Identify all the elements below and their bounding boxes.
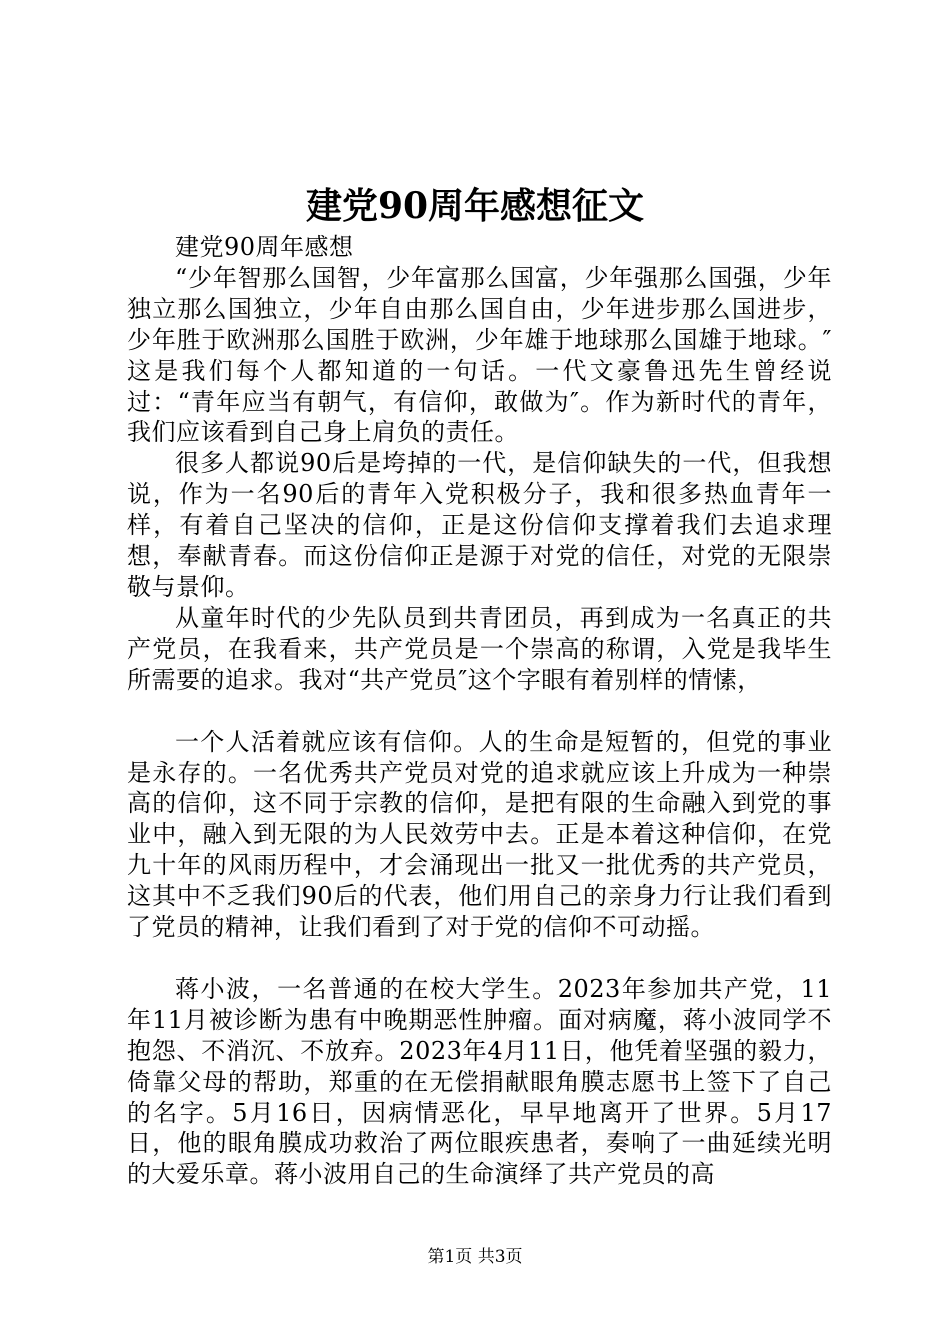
document-body (127, 232, 832, 1190)
document-title: 建党90周年感想征文 (305, 185, 645, 227)
paragraph-childhood: 从童年时代的少先队员到共青团员，再到成为一名真正的共产党员，在我看来，共产党员是一个崇高的称谓，入党是我毕生所需要的追求。我对“共产党员″这个字眼有着别样的情愫， (127, 603, 832, 694)
paragraph-belief: 一个人活着就应该有信仰。人的生命是短暂的，但党的事业是永存的。一名优秀共产党员对党的追求就应该上升成为一种崇高的信仰，这不同于宗教的信仰，是把有限的生命融入到党的事业中，融入到无限的为人民效劳中去。正是本着这种信仰，在党九十年的风雨历程中，才会涌现出一批又一批优秀的共产党员，这其中不乏我们90后的代表，他们用自己的亲身力行让我们看到了党员的精神，让我们看到了对于党的信仰不可动摇。 (127, 727, 832, 942)
page-footer: 第1页 共3页 (427, 1247, 523, 1267)
paragraph-jiang-xiaobo: 蒋小波，一名普通的在校大学生。2023年参加共产党，11年11月被诊断为患有中晚期恶性肿瘤。面对病魔，蒋小波同学不抱怨、不消沉、不放弃。2023年4月11日，他凭着坚强的毅力，倚靠父母的帮助，郑重的在无偿捐献眼角膜志愿书上签下了自己的名字。5月16日，因病情恶化，早早地离开了世界。5月17日，他的眼角膜成功救治了两位眼疾患者，奏响了一曲延续光明的大爱乐章。蒋小波用自己的生命演绎了共产党员的高 (127, 974, 832, 1189)
paragraph-subtitle: 建党90周年感想 (175, 233, 354, 261)
paragraph-post90s: 很多人都说90后是垮掉的一代，是信仰缺失的一代，但我想说，作为一名90后的青年入党积极分子，我和很多热血青年一样，有着自己坚决的信仰，正是这份信仰支撑着我们去追求理想，奉献青春。而这份信仰正是源于对党的信任，对党的无限崇敬与景仰。 (127, 449, 832, 601)
paragraph-quote: “少年智那么国智，少年富那么国富，少年强那么国强，少年独立那么国独立，少年自由那么国自由，少年进步那么国进步，少年胜于欧洲那么国胜于欧洲，少年雄于地球那么国雄于地球。″这是我们每个人都知道的一句话。一代文豪鲁迅先生曾经说过：“青年应当有朝气，有信仰，敢做为″。作为新时代的青年，我们应该看到自己身上肩负的责任。 (127, 263, 832, 447)
